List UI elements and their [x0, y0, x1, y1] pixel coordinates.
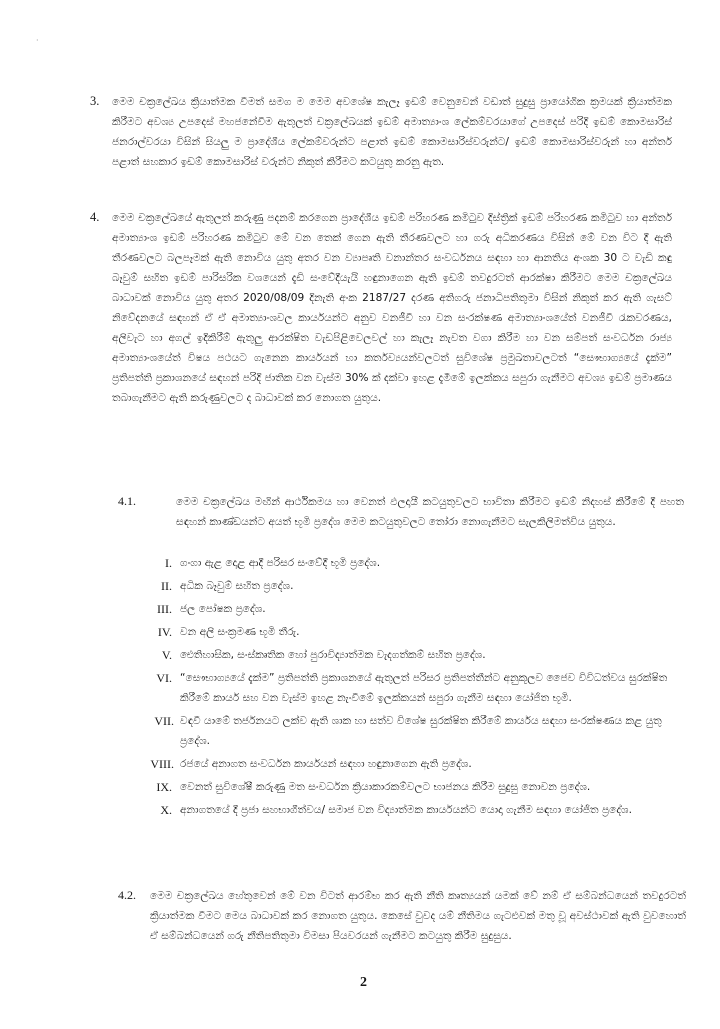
roman-numeral: V. — [161, 648, 172, 662]
section-4-1-paragraph: මෙම චක්‍රලේඛය මඟින් ආර්ථිකමය හා වෙනත් ඵලදායී කටයුතුවලට භාවිතා කිරීමට ඉඩම් නිදහස් කිරීමේ දී පහත සඳහන් කාණ්ඩයන්ට අයත් භූමි ප්‍රදේශ මෙම කටයුතුවලට තෝරා නොගැනීමට සැලකිලිමත්විය යුතුය. — [176, 496, 684, 528]
list-item-text: රජයේ අනාගත සංවර්ධන කාර්යයන් සඳහා හඳුනාගෙන ඇති ප්‍රදේශ. — [180, 758, 472, 770]
list-item-text: ජල පෝෂක ප්‍රදේශ. — [180, 603, 266, 615]
list-item — [150, 645, 690, 665]
section-4-2-number: 4.2. — [118, 888, 136, 902]
list-item-text: වන අලි සංක්‍රමණ භූමි තීරු. — [180, 626, 300, 638]
list-item — [150, 599, 690, 619]
section-4-number: 4. — [90, 210, 100, 224]
list-item — [150, 754, 690, 774]
roman-numeral: X. — [160, 803, 172, 817]
section-4-paragraph: මෙම චක්‍රලේඛයේ ඇතුලත් කරුණු පදනම් කරගෙන ප්‍රාදේශීය ඉඩම් පරිහරණ කමිටුව දිස්ත්‍රික් ඉඩම් පරිහරණ කමිටුව හා අන්තර් අමාත්‍යාංශ ඉඩම් පරිහරණ කමිටුව මේ වන තෙක් ගෙන ඇති තීරණවලට හා ගරු අධිකරණය විසින් මේ වන විට දී ඇති තීරණවලට බලපෑමක් ඇති නොවිය යුතු අතර වන ව්‍යාපෘති වනාන්තර සංවර්ධනය සඳහා හා ආනතිය අංශක 30 ට වැඩි කඳු බෑවුම් සහිත ඉඩම් පාරිසරික වශයෙන් දැඩි සංවේදීයැයි හඳුනාගෙන ඇති ඉඩම් තවදුරටත් ආරක්ෂා කිරීමට මෙම චක්‍රලේඛය බාධාවක් නොවිය යුතු අතර 2020/08/09 දිනැති අංක 2187/27 දරණ අතිගරු ජනාධිපතිතුමා විසින් නිකුත් කර ඇති ගැසට් නිවේදනයේ සඳහන් ඒ ඒ අමාත්‍යාංශවල කාර්යයන්ට අනුව වනජීවී හා වන සංරක්ෂණ අමාත්‍යාංශයේත් වනජීවී රැකවරණය, අලිවැට හා අගල් ඉදිකිරීම් ඇතුලු ආරක්ෂිත වැඩපිළිවෙලවල් හා කැලෑ නැවත වගා කිරීම හා වන සම්පත් සංවර්ධන රාජ්‍ය අමාත්‍යාංශයේත් විෂය පථයට ගැනෙන කාර්යයන් හා කර්තව්‍යයන්වලටත් සුවිශේෂ ප්‍රමුඛතාවලටත් “සෞභාග්‍යයේ දැක්ම” ප්‍රතිපත්ති ප්‍රකාශනයේ සඳහන් පරිදි ජාතික වන වැස්ම 30% ක් දක්වා ඉහළ දැමීමේ ඉලක්කය සපුරා ගැනීමට අවශ්‍ය ඉඩම් ප්‍රමාණය තබාගැනීමට ඇති කරුණුවලට ද බාධාවක් කර නොගත යුතුය. — [112, 212, 672, 404]
roman-numeral: IX. — [156, 780, 172, 794]
list-item — [150, 777, 690, 797]
page-number: 2 — [360, 975, 367, 990]
section-4-2-paragraph: මෙම චක්‍රලේඛය හේතුවෙන් මේ වන විටත් ආරම්භ කර ඇති නීති කෘත්‍යයන් යමක් වේ නම් ඒ සම්බන්ධයෙන් තවදුරටත් ක්‍රියාත්මක වීමට මෙය බාධාවක් කර නොගත යුතුය. කෙසේ වුවද යම් නීතිමය ගැටළුවක් මතු වූ අවස්ථාවක් ඇති වුවහොත් ඒ සම්බන්ධයෙන් ගරු නීතිපතිතුමා විමසා පියවරයන් ගැනීමට කටයුතු කිරීම සුදුසුය. — [150, 890, 686, 942]
roman-numeral: IV. — [157, 625, 172, 639]
section-3-number: 3. — [90, 94, 100, 108]
list-item — [150, 576, 690, 596]
excluded-areas-list — [150, 553, 690, 823]
list-item — [150, 800, 690, 820]
list-item — [150, 622, 690, 642]
list-item-text: ඓතිහාසික, සංස්කෘතික හෝ පුරාවිද්‍යාත්මක වැදගත්කම් සහිත ප්‍රදේශ. — [180, 649, 486, 661]
section-3-paragraph: මෙම චක්‍රලේඛය ක්‍රියාත්මක වීමත් සමග ම මෙම අවශේෂ කැලෑ ඉඩම් වෙනුවෙන් වඩාත් සුදුසු ප්‍රායෝගික ක්‍රමයක් ක්‍රියාත්මක කිරීමට අවශ්‍ය උපදෙස් මහජනේවීම ඇතුලත් චක්‍රලේඛයක් ඉඩම් අමාත්‍යාංශ ලේකම්වරයාගේ උපදෙස් පරිදි ඉඩම් කොමසාරිස් ජනරාල්වරයා විසින් සියලු ම ප්‍රාදේශීය ලේකම්වරුන්ට පළාත් ඉඩම් කොමසාරිස්වරුන්ට/ ඉඩම් කොමසාරිස්වරුන් හා අන්තර් පළාත් සහකාර ඉඩම් කොමසාරිස් වරුන්ට නිකුත් කිරීමට කටයුතු කරනු ඇත. — [112, 96, 672, 168]
roman-numeral: I. — [165, 556, 172, 570]
scan-mark: · — [36, 36, 39, 45]
list-item-text: “සෞභාග්‍යයේ දැක්ම” ප්‍රතිපත්ති ප්‍රකාශනයේ ඇතුලත් පරිසර ප්‍රතිපත්තීන්ට අනුකූලව ජෛව විවිධත්වය සුරක්ෂිත කිරීමේ කාර්ය සහ වන වැස්ම ඉහළ නැංවීමේ ඉලක්කයන් සපුරා ගැනීම සඳහා යෝජිත භූමි. — [180, 672, 668, 704]
roman-numeral: III. — [157, 602, 172, 616]
roman-numeral: VIII. — [150, 757, 174, 771]
roman-numeral: VII. — [154, 714, 174, 728]
roman-numeral: II. — [161, 579, 172, 593]
list-item-text: වෙනත් සුවිශේෂී කරුණු මත සංවර්ධන ක්‍රියාකාරකම්වලට භාජනය කිරීම සුදුසු නොවන ප්‍රදේශ. — [180, 781, 591, 793]
list-item — [150, 553, 690, 573]
list-item — [150, 711, 690, 751]
list-item-text: අනාගතයේ දී ප්‍රජා සහභාගීත්වය/ සමාජ වන විද්‍යාත්මක කාර්යයන්ට යොදා ගැනීම සඳහා යෝජිත ප්‍රදේශ. — [180, 804, 632, 816]
section-4-1-number: 4.1. — [118, 494, 136, 508]
roman-numeral: VI. — [156, 671, 172, 685]
list-item — [150, 668, 690, 708]
list-item-text: ගංගා ඇළ දොළ ආදී පරිසර සංවේදී භූමි ප්‍රදේශ. — [180, 557, 381, 569]
list-item-text: වඳවී යාමේ තර්ජනයට ලක්ව ඇති ශාක හා සත්ව විශේෂ සුරක්ෂිත කිරීමේ කාර්යය සඳහා සංරක්ෂණය කළ යුතු ප්‍රදේශ. — [180, 715, 662, 747]
list-item-text: අධික බෑවුම් සහිත ප්‍රදේශ. — [180, 580, 294, 592]
